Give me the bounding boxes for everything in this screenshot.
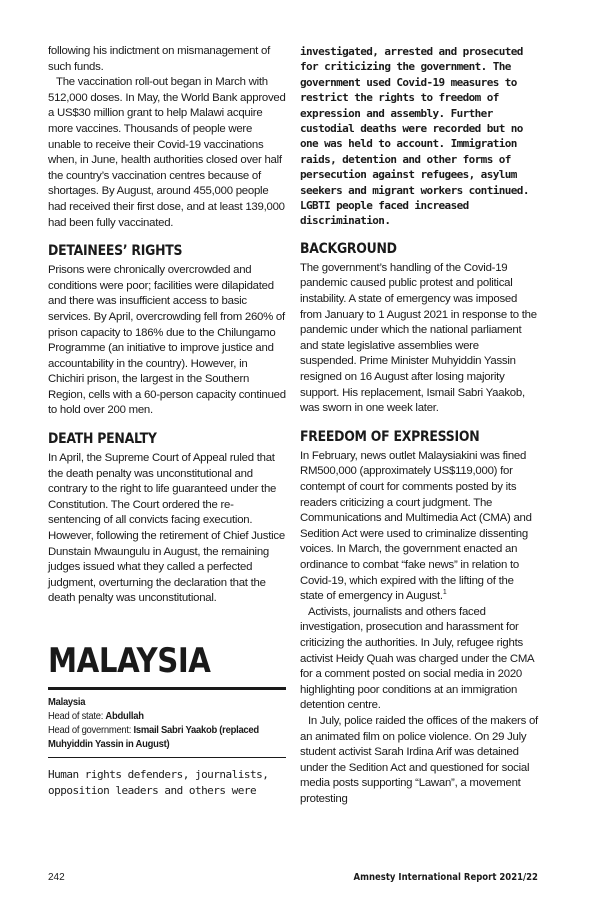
section-heading-detainees: DETAINEES’ RIGHTS <box>48 243 183 260</box>
country-info-box <box>48 687 286 758</box>
paragraph: The government’s handling of the Covid-19 pandemic caused public protest and political instability. A state of emergency was imposed from January to 1 August 2021 in response to the pandemic under which the national parliament and state legislative assemblies were suspended. Prime Minister Muhyiddin Yassin resigned on 16 August after losing majority support. His replacement, Ismail Sabri Yaakob, was sworn in one week later. <box>300 261 537 415</box>
country-summary-intro: Human rights defenders, journalists, opposition leaders and others were <box>48 768 269 797</box>
summary-text: investigated, arrested and prosecuted for criticizing the government. The government used Covid-19 measures to restrict the rights to freedom of expression and assembly. Further custodial deaths were recorded but no one was held to account. Immigration raids, detention and other forms of persecution against refugees, asylum seekers and migrant workers continued. LGBTI people faced increased discrimination. <box>300 45 529 228</box>
head-of-state-value: Abdullah <box>105 710 144 722</box>
head-of-state-label: Head of state: <box>48 710 104 722</box>
page-footer <box>48 872 538 886</box>
country-title: MALAYSIA <box>48 641 211 681</box>
right-column <box>300 44 538 807</box>
head-of-government-row <box>48 723 262 751</box>
paragraph <box>300 449 538 605</box>
country-name: Malaysia <box>48 696 86 708</box>
country-summary <box>300 44 538 229</box>
paragraph: Activists, journalists and others faced investigation, prosecution and harassment for criticizing the authorities. In July, refugee rights activist Heidy Quah was charged under the CMA for a comment posted on social media in 2020 highlighting poor conditions at an immigration detention centre. <box>300 605 534 712</box>
report-title: Amnesty International Report 2021/22 <box>353 872 538 883</box>
left-column <box>48 44 286 798</box>
head-of-government-value: Ismail Sabri Yaakob (replaced Muhyiddin Yassin in August) <box>48 724 259 750</box>
section-heading-death-penalty: DEATH PENALTY <box>48 431 157 448</box>
section-heading-background: BACKGROUND <box>300 240 397 257</box>
paragraph: following his indictment on mismanagement of such funds. <box>48 45 270 73</box>
head-of-government-label: Head of government: <box>48 724 132 736</box>
paragraph-text: In February, news outlet Malaysiakini was fined RM500,000 (approximately US$119,000) for contempt of court for comments posted by its readers criticizing a court judgment. The Communications and Multimedia Act (CMA) and Sedition Act were used to criminalize dissenting voices. In March, the government enacted an ordinance to combat “fake news” in relation to Covid-19, which expired with the lifting of the state of emergency in August. <box>300 449 532 603</box>
page-number: 242 <box>48 872 65 883</box>
head-of-state-row <box>48 709 262 723</box>
paragraph: Prisons were chronically overcrowded and conditions were poor; facilities were dilapidated and there was insufficient access to basic services. By April, overcrowding fell from 260% of prison capacity to 186% due to the Chilungamo Programme (an initiative to improve justice and accountability in the country). However, in Chichiri prison, the largest in the Southern Region, cells with a 60-person capacity continued to hold over 200 men. <box>48 264 286 417</box>
paragraph: In July, police raided the offices of the makers of an animated film on police violence. On 29 July student activist Sarah Irdina Arif was detained under the Sedition Act and questioned for social media posts supporting “Lawan”, a movement protesting <box>300 714 538 805</box>
paragraph: The vaccination roll-out began in March with 512,000 doses. In May, the World Bank approved a US$30 million grant to help Malawi acquire more vaccines. Thousands of people were unable to receive their Covid-19 vaccinations when, in June, health authorities closed over half the country’s vaccination centres because of shortages. By August, around 455,000 people had received their first dose, and at least 139,000 had been fully vaccinated. <box>48 76 286 229</box>
section-heading-expression: FREEDOM OF EXPRESSION <box>300 428 480 445</box>
paragraph: In April, the Supreme Court of Appeal ruled that the death penalty was unconstitutional and contrary to the right to life guaranteed under the Constitution. The Court ordered the re-sentencing of all convicts facing execution. However, following the retirement of Chief Justice Dunstain Mwaungulu in August, the remaining judges issued what they called a perfected judgment, overturning the declaration that the death penalty was unconstitutional. <box>48 452 285 605</box>
footnote-ref[interactable]: 1 <box>442 589 447 597</box>
